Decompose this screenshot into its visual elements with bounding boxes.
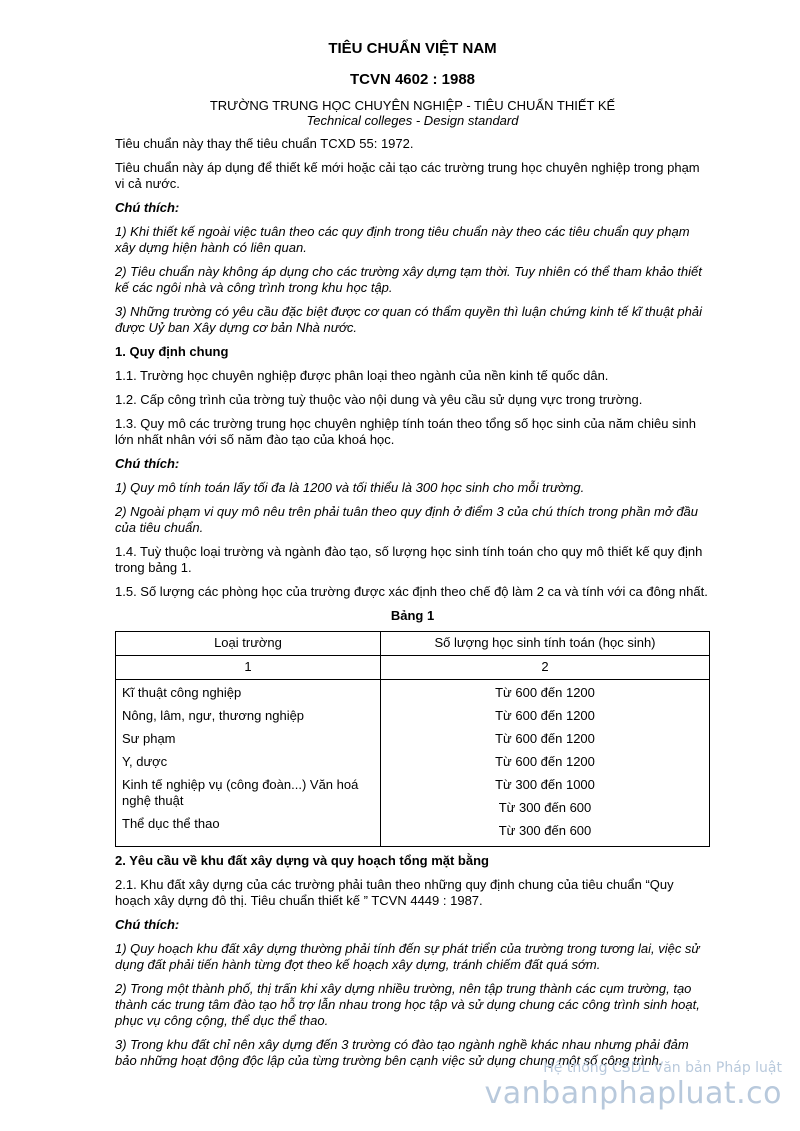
note-item: 3) Những trường có yêu cầu đặc biệt được cơ quan có thẩm quyền thì luận chứng kinh tế kĩ thuật phải được Uỷ ban Xây dựng cơ bản Nhà nước. <box>115 304 702 335</box>
clause-paragraph: 1.4. Tuỳ thuộc loại trường và ngành đào tạo, số lượng học sinh tính toán cho quy mô thiết kế quy định trong bảng 1. <box>115 544 703 575</box>
school-type: Nông, lâm, ngư, thương nghiệp <box>122 708 305 723</box>
student-count-cell <box>381 680 710 847</box>
note-item: 1) Quy hoạch khu đất xây dựng thường phải tính đến sự phát triển của trường trong tương lai, việc sử dụng đất phải tiến hành từng đợt theo kế hoạch xây dựng, tránh chiếm đất quá sớm. <box>115 941 700 972</box>
clause-paragraph: 2.1. Khu đất xây dựng của các trường phải tuân theo những quy định chung của tiêu chuẩn “Quy hoạch xây dựng đô thị. Tiêu chuẩn thiết kế ” TCVN 4449 : 1987. <box>115 877 674 908</box>
student-count: Từ 600 đến 1200 <box>495 685 595 700</box>
table-row <box>116 680 710 847</box>
student-count: Từ 300 đến 1000 <box>495 777 595 792</box>
table-column-number: 2 <box>381 656 710 680</box>
intro-paragraph: Tiêu chuẩn này thay thế tiêu chuẩn TCXD 55: 1972. <box>115 136 414 151</box>
school-type: Thể dục thể thao <box>122 816 220 831</box>
note-item: 3) Trong khu đất chỉ nên xây dựng đến 3 trường có đào tạo ngành nghề khác nhau nhưng phải đảm bảo những hoạt động độc lập của từng trường bên cạnh việc sử dụng chung một số công trình. <box>115 1037 689 1068</box>
intro-paragraph: Tiêu chuẩn này áp dụng để thiết kế mới hoặc cải tạo các trường trung học chuyên nghiệp trong phạm vi cả nước. <box>115 160 700 191</box>
student-count: Từ 600 đến 1200 <box>495 708 595 723</box>
school-type: Sư phạm <box>122 731 176 746</box>
document-title: TIÊU CHUẨN VIỆT NAM <box>328 40 497 57</box>
clause-paragraph: 1.3. Quy mô các trường trung học chuyên nghiệp tính toán theo tổng số học sinh của năm chiêu sinh lớn nhất nhân với số năm đào tạo của khoá học. <box>115 416 696 447</box>
school-type-cell <box>116 680 381 847</box>
table-header-row <box>116 632 710 656</box>
student-count-table <box>115 631 710 847</box>
note-heading: Chú thích: <box>115 917 180 932</box>
note-item: 1) Khi thiết kế ngoài việc tuân theo các quy định trong tiêu chuẩn này theo các tiêu chuẩn quy phạm xây dựng hiện hành có liên quan. <box>115 224 690 255</box>
watermark-site: vanbanphapluat.co <box>484 1076 782 1111</box>
standard-code: TCVN 4602 : 1988 <box>349 71 476 88</box>
watermark-caption: Hệ thống CSDL Văn bản Pháp luật <box>543 1060 782 1076</box>
table-caption: Bảng 1 <box>390 608 435 623</box>
student-count: Từ 300 đến 600 <box>498 800 592 815</box>
school-type: Y, dược <box>122 754 168 769</box>
note-item: 1) Quy mô tính toán lấy tối đa là 1200 và tối thiểu là 300 học sinh cho mỗi trường. <box>115 480 585 495</box>
table-number-row <box>116 656 710 680</box>
clause-paragraph: 1.5. Số lượng các phòng học của trường được xác định theo chế độ làm 2 ca và tính với ca đông nhất. <box>115 584 708 599</box>
student-count: Từ 300 đến 600 <box>498 823 592 838</box>
section-heading: 2. Yêu cầu về khu đất xây dựng và quy hoạch tổng mặt bằng <box>115 853 489 868</box>
note-item: 2) Tiêu chuẩn này không áp dụng cho các trường xây dựng tạm thời. Tuy nhiên có thể tham khảo thiết kế các ngôi nhà và công trình trong khu học tập. <box>115 264 702 295</box>
section-heading: 1. Quy định chung <box>115 344 229 359</box>
school-type: Kĩ thuật công nghiệp <box>122 685 242 700</box>
table-header-cell: Số lượng học sinh tính toán (học sinh) <box>381 632 710 656</box>
document-subtitle: TRƯỜNG TRUNG HỌC CHUYÊN NGHIỆP - TIÊU CHUẨN THIẾT KẾ <box>209 98 616 113</box>
document-subtitle-english: Technical colleges - Design standard <box>306 113 519 128</box>
table-column-number: 1 <box>116 656 381 680</box>
student-count: Từ 600 đến 1200 <box>495 754 595 769</box>
table-header-cell: Loại trường <box>116 632 381 656</box>
student-count: Từ 600 đến 1200 <box>495 731 595 746</box>
note-heading: Chú thích: <box>115 456 180 471</box>
note-heading: Chú thích: <box>115 200 180 215</box>
school-type: Kinh tế nghiệp vụ (công đoàn...) Văn hoá nghệ thuật <box>122 777 359 808</box>
clause-paragraph: 1.2. Cấp công trình của trờng tuỳ thuộc vào nội dung và yêu cầu sử dụng vực trong trường. <box>115 392 643 407</box>
note-item: 2) Ngoài phạm vi quy mô nêu trên phải tuân theo quy định ở điểm 3 của chú thích trong phần mở đầu của tiêu chuẩn. <box>115 504 699 535</box>
note-item: 2) Trong một thành phố, thị trấn khi xây dựng nhiều trường, nên tập trung thành các cụm trường, tạo thành các trung tâm đào tạo hỗ trợ lẫn nhau trong học tập và sử dụng chung các công trình sinh hoạt, phục vụ công cộng, thể dục thể thao. <box>115 981 700 1028</box>
document-page <box>115 34 710 1077</box>
clause-paragraph: 1.1. Trường học chuyên nghiệp được phân loại theo ngành của nền kinh tế quốc dân. <box>115 368 609 383</box>
